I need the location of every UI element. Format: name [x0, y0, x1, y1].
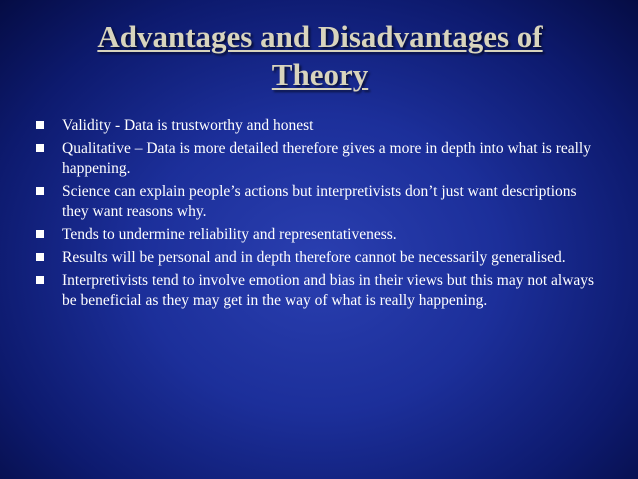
square-bullet-icon: [36, 276, 44, 284]
bullet-list: [30, 116, 605, 314]
bullet-item: [30, 271, 605, 311]
bullet-item: [30, 182, 605, 222]
bullet-item: [30, 116, 605, 136]
bullet-text: Interpretivists tend to involve emotion and bias in their views but this may not always be beneficial as they may get in the way of what is really happening.: [62, 272, 595, 309]
bullet-text: Qualitative – Data is more detailed therefore gives a more in depth into what is really happening.: [62, 140, 591, 177]
square-bullet-icon: [36, 253, 44, 261]
bullet-text: Results will be personal and in depth therefore cannot be necessarily generalised.: [62, 249, 566, 266]
square-bullet-icon: [36, 187, 44, 195]
square-bullet-icon: [36, 121, 44, 129]
bullet-text: Science can explain people’s actions but interpretivists don’t just want descriptions they want reasons why.: [62, 183, 577, 220]
bullet-text: Tends to undermine reliability and representativeness.: [62, 226, 397, 243]
slide-title: [40, 18, 600, 94]
bullet-item: [30, 248, 605, 268]
bullet-item: [30, 139, 605, 179]
slide-title-line1: Advantages and Disadvantages of: [97, 19, 543, 54]
slide-title-line2: Theory: [271, 57, 369, 92]
square-bullet-icon: [36, 144, 44, 152]
square-bullet-icon: [36, 230, 44, 238]
bullet-text: Validity - Data is trustworthy and honest: [62, 117, 314, 134]
bullet-item: [30, 225, 605, 245]
